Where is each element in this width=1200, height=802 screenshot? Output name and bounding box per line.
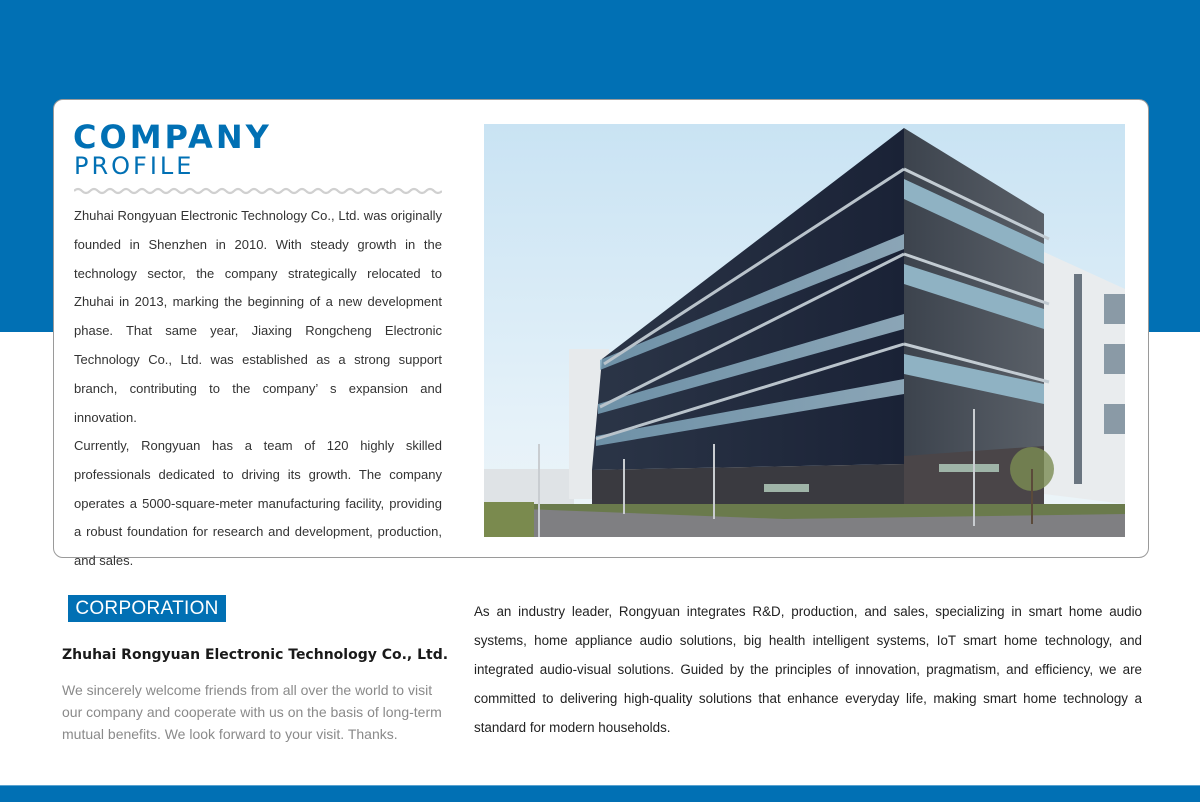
profile-paragraph-2: Currently, Rongyuan has a team of 120 highly skilled professionals dedicated to driving its growth. The company operates a 5000-square-meter manufacturing facility, providing a robust foundation for research and development, production, and sales. [74,438,442,569]
company-description: As an industry leader, Rongyuan integrates R&D, production, and sales, specializing in smart home audio systems, home appliance audio solutions, big health intelligent systems, IoT smart home technology, and integrated audio-visual solutions. Guided by the principles of innovation, pragmatism, and efficiency, we are committed to delivering high-quality solutions that enhance everyday life, making smart home technology a standard for modern households. [474,604,1142,735]
section-title: COMPANY [73,118,272,156]
company-name: Zhuhai Rongyuan Electronic Technology Co., Ltd. [62,647,449,663]
corporation-label: CORPORATION [68,595,226,622]
welcome-message: We sincerely welcome friends from all over the world to visit our company and cooperate with us on the basis of long-term mutual benefits. We look forward to your visit. Thanks. [62,682,442,742]
wavy-divider-icon [74,186,442,196]
bottom-blue-band [0,785,1200,802]
section-subtitle: PROFILE [74,152,195,180]
profile-paragraph-1: Zhuhai Rongyuan Electronic Technology Co., Ltd. was originally founded in Shenzhen in 2010. With steady growth in the technology sector, the company strategically relocated to Zhuhai in 2013, marking the beginning of a new development phase. That same year, Jiaxing Rongcheng Electronic Technology Co., Ltd. was established as a strong support branch, contributing to the company’ s expansion and innovation. [74,208,442,425]
building-photo [484,124,1125,537]
building-illustration [484,124,1125,537]
